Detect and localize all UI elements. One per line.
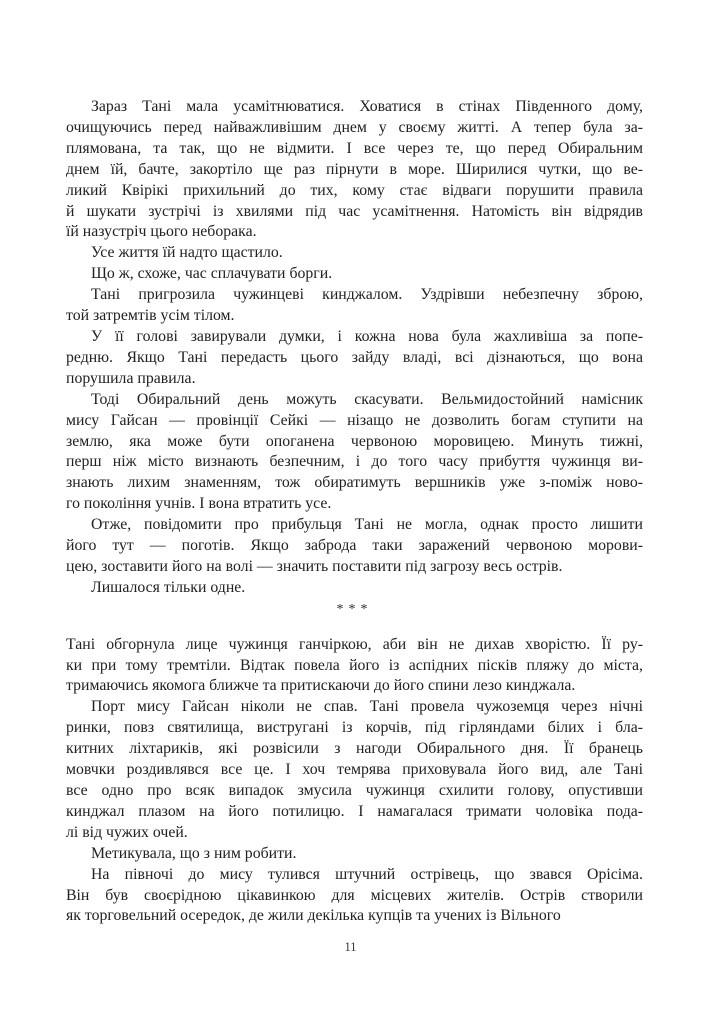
text-line: знають лихим знаменням, тож обиратимуть вершників уже з-поміж ново- (66, 474, 643, 492)
text-line: У її голові завирували думки, і кожна нова була жахливіша за попе- (91, 327, 643, 345)
text-line: плямована, та так, що не відмити. І все через те, що перед Обиральним (66, 139, 643, 157)
text-line: Тані пригрозила чужинцеві кинджалом. Уздрівши небезпечну зброю, (91, 286, 643, 304)
text-line: ки при тому тремтіли. Відтак повела його із аспідних пісків пляжу до міста, (66, 656, 643, 674)
page-text (66, 97, 643, 927)
paragraph (66, 635, 643, 698)
text-line: Усе життя їй надто щастило. (91, 244, 283, 262)
text-line: лі від чужих очей. (66, 823, 188, 841)
text-line: днем їй, бачте, закортіло ще раз пірнути в море. Ширилися чутки, що ве- (66, 160, 643, 178)
text-line: порушила правила. (66, 369, 196, 387)
text-line: го покоління учнів. І вона втратить усе. (66, 495, 332, 513)
text-line: редню. Якщо Тані передасть цього зайду владі, всі дізнаються, що вона (66, 348, 643, 366)
text-line: їй назустріч цього неборака. (66, 223, 257, 241)
text-line: все одно про всяк випадок змусила чужинця схилити голову, опустивши (66, 782, 643, 799)
paragraph (66, 390, 643, 515)
text-line: китних ліхтариків, які розвісили з нагоди Обирального дня. Її бранець (66, 740, 643, 758)
paragraph (66, 844, 643, 865)
text-line: Лишалося тільки одне. (91, 578, 246, 596)
paragraph (66, 515, 643, 578)
text-line: перш ніж місто визнають безпечним, і до того часу прибуття чужинця ви- (66, 453, 643, 471)
text-line: Отже, повідомити про прибульця Тані не могла, однак просто лишити (91, 516, 643, 534)
scene-break-separator: *** (336, 601, 373, 617)
text-line: Він був своєрідною цікавинкою для місцевих жителів. Острів створили (66, 886, 643, 904)
text-line: землю, яка може бути опоганена червоною моровицею. Минуть тижні, (66, 432, 643, 450)
paragraph (66, 578, 643, 599)
text-line: той затремтів усім тілом. (66, 307, 235, 325)
text-line: ринки, повз святилища, вистругані із корчів, під гірляндами білих і бла- (66, 719, 643, 737)
paragraph (66, 327, 643, 390)
paragraph (66, 243, 643, 264)
text-line: мовчки роздивлявся все це. І хоч темрява приховувала його вид, але Тані (66, 761, 643, 779)
text-line: ликий Квірікі прихильний до тих, кому стає відваги порушити правила (66, 181, 643, 199)
text-line: Зараз Тані мала усамітнюватися. Ховатися в стінах Південного дому, (91, 98, 643, 115)
text-line: цею, зоставити його на волі — значить поставити під загрозу весь острів. (66, 557, 563, 575)
text-line: Метикувала, що з ним робити. (91, 844, 297, 862)
text-line: Тоді Обиральний день можуть скасувати. Вельмидостойний намісник (91, 390, 643, 408)
text-line: На півночі до мису тулився штучний острівець, що звався Орісіма. (91, 865, 643, 883)
page-number: 11 (344, 940, 357, 954)
paragraph (66, 865, 643, 928)
text-line: Порт мису Гайсан ніколи не спав. Тані провела чужоземця через нічні (91, 698, 643, 716)
text-line: тримаючись якомога ближче та притискаючи до його спини лезо кинджала. (66, 677, 576, 695)
text-line: очищуючись перед найважливішим днем у своєму житті. А тепер була за- (66, 118, 643, 136)
paragraph (66, 285, 643, 327)
text-line: кинджал плазом на його потилицю. І намагалася тримати чоловіка пода- (66, 802, 643, 820)
paragraph (66, 264, 643, 285)
paragraph (66, 697, 643, 843)
text-line: Тані обгорнула лице чужинця ганчіркою, аби він не дихав хворістю. Її ру- (66, 635, 643, 653)
text-line: й шукати зустрічі із хвилями під час усамітнення. Натомість він відрядив (66, 202, 643, 220)
text-line: його тут — поготів. Якщо заброда таки заражений червоною морови- (66, 537, 643, 555)
text-line: як торговельний осередок, де жили декілька купців та учених із Вільного (66, 907, 561, 925)
text-line: мису Гайсан — провінції Сейкі — нізащо не дозволить богам ступити на (66, 411, 643, 429)
text-line: Що ж, схоже, час сплачувати борги. (91, 265, 333, 283)
paragraph (66, 97, 643, 243)
